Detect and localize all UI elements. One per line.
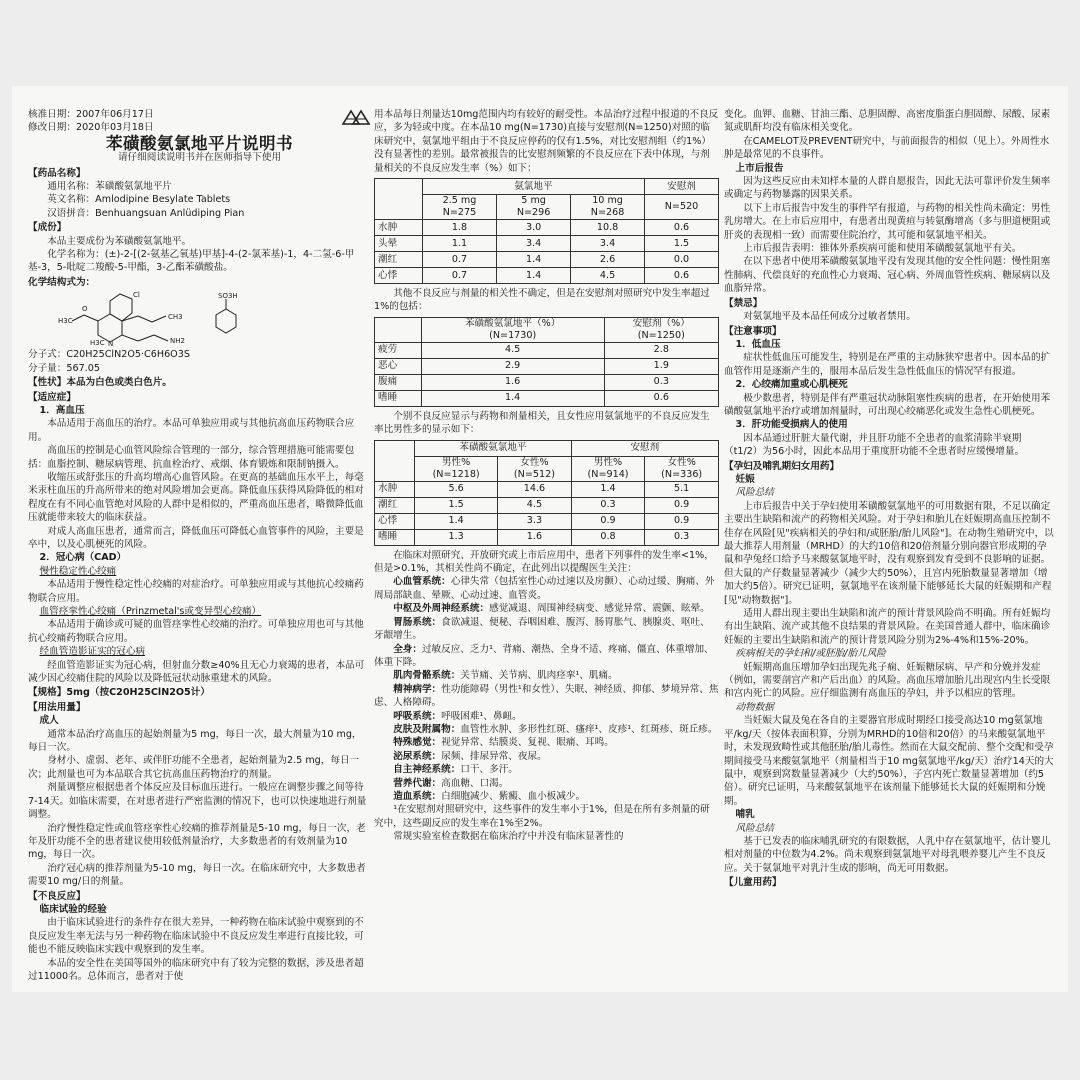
precaution-heading: 3．肝功能受损病人的使用 bbox=[735, 419, 848, 431]
system-name: 胃肠系统： bbox=[393, 616, 442, 628]
approval-date: 核准日期：2007年06月17日 bbox=[28, 109, 154, 120]
molecular-formula: 分子式：C20H25ClN2O5·C6H6O3S bbox=[28, 349, 190, 361]
precaution-para: 症状性低血压可能发生，特别是在严重的主动脉狭窄患者中。因本品的扩血管作用是逐渐产生的，服用本品后发生急性低血压的情况罕有报道。 bbox=[724, 352, 1051, 377]
system-adverse-item bbox=[374, 777, 719, 790]
indication-para: 经血管造影证实为冠心病，但射血分数≥40%且无心力衰竭的患者，本品可减少因心绞痛住院的风险以及降低冠状动脉重建术的风险。 bbox=[28, 659, 365, 685]
company-logo-icon bbox=[341, 108, 371, 126]
dosage-adult: 成人 bbox=[39, 715, 59, 727]
system-events: 呼吸困难¹、鼻衄。 bbox=[441, 710, 522, 722]
table-row: 疲劳 4.5 2.8 bbox=[375, 342, 719, 358]
table-row: 潮红 1.5 4.5 0.3 0.9 bbox=[375, 497, 719, 513]
svg-text:H3C: H3C bbox=[58, 317, 73, 326]
system-adverse-item bbox=[374, 763, 719, 776]
dosage-para: 治疗慢性稳定性或血管痉挛性心绞痛的推荐剂量是5-10 mg，每日一次，老年及肝功能不全的患者建议使用较低剂量治疗，大多数患者的有效剂量为10 mg，每日一次。 bbox=[28, 822, 366, 861]
system-events: 关节痛、关节病、肌肉痉挛¹、肌痛。 bbox=[460, 670, 618, 682]
section-indications: 【适应症】 bbox=[28, 391, 76, 403]
system-events: 感觉减退、周围神经病变、感觉异常、震颤、眩晕。 bbox=[489, 603, 710, 615]
column-1 bbox=[28, 108, 371, 986]
table-header: 女性% (N=336) bbox=[645, 456, 719, 481]
system-name: 全身： bbox=[393, 643, 422, 655]
dosage-para: 身材小、虚弱、老年、或伴肝功能不全患者，起始剂量为2.5 mg，每日一次；此剂量也可为本品联合其它抗高血压药物治疗的剂量。 bbox=[28, 755, 360, 780]
system-events: 口干、多汗。 bbox=[460, 764, 518, 776]
section-composition: 【成份】 bbox=[28, 222, 67, 234]
structure-diagram-icon bbox=[28, 289, 258, 347]
system-name: 呼吸系统： bbox=[393, 710, 442, 722]
system-adverse-item bbox=[374, 750, 719, 763]
indication-para: 本品适用于确诊或可疑的血管痉挛性心绞痛的治疗。可单独应用也可与其他抗心绞痛药物联合应用。 bbox=[28, 619, 364, 644]
disease-risk-heading: 疾病相关的孕妇和/或胚胎/胎儿风险 bbox=[735, 648, 886, 660]
placebo-compare-table bbox=[374, 317, 719, 407]
gender-table bbox=[374, 440, 719, 546]
system-adverse-item bbox=[374, 669, 719, 682]
table-header: 2.5 mg N=275 bbox=[422, 195, 496, 220]
table-row: 嗜睡 1.4 0.6 bbox=[375, 390, 719, 406]
structure-label: 化学结构式为： bbox=[28, 276, 96, 288]
adverse-para: 变化。血钾、血糖、甘油三酯、总胆固醇、高密度脂蛋白胆固醇、尿酸、尿素氮或肌酐均没有临床相关变化。 bbox=[724, 109, 1051, 134]
dosage-para: 剂量调整应根据患者个体反应及目标血压进行。一般应在调整步骤之间等待7-14天。如临床需要，在对患者进行严密监测的情况下，也可以快速地进行剂量调整。 bbox=[28, 782, 367, 821]
system-name: 心血管系统： bbox=[393, 576, 451, 588]
system-name: 精神病学： bbox=[393, 683, 442, 695]
adverse-para: 因为这些反应由未知样本量的人群自愿报告，因此无法可靠评价发生频率或确定与药物暴露的因果关系。 bbox=[724, 176, 1051, 201]
table-header: 氨氯地平 bbox=[422, 179, 644, 195]
system-events: 白细胞减少、紫癜、血小板减少。 bbox=[441, 790, 586, 802]
indication-cad: 2．冠心病（CAD） bbox=[39, 552, 127, 564]
risk-summary-heading: 风险总结 bbox=[735, 487, 774, 499]
system-adverse-item bbox=[374, 643, 719, 670]
svg-text:CH3: CH3 bbox=[168, 313, 183, 322]
table-row: 水肿 5.6 14.6 1.4 5.1 bbox=[375, 481, 719, 497]
adverse-trials: 临床试验的经验 bbox=[39, 903, 107, 915]
system-name: 泌尿系统： bbox=[393, 750, 442, 762]
dosage-para: 治疗冠心病的推荐剂量为5-10 mg，每日一次。在临床研究中，大多数患者需要10 mg/日的剂量。 bbox=[28, 862, 366, 888]
table-header: N=520 bbox=[645, 195, 719, 220]
system-events: 食欲减退、便秘、吞咽困难、腹泻、肠胃胀气、胰腺炎、呕吐、牙龈增生。 bbox=[374, 616, 710, 642]
adverse-para: 个别不良反应显示与药物和剂量相关，且女性应用氨氯地平的不良反应发生率比男性多的显示如下： bbox=[374, 410, 710, 436]
lactation-heading: 哺乳 bbox=[735, 809, 755, 821]
animal-data-heading: 动物数据 bbox=[735, 701, 774, 713]
table-header: 安慰剂 bbox=[571, 440, 718, 456]
composition-text: 本品主要成份为苯磺酸氨氯地平。 bbox=[47, 235, 192, 247]
system-events: 视觉异常、结膜炎、复视、眼痛、耳鸣。 bbox=[441, 737, 614, 749]
system-adverse-item bbox=[374, 723, 719, 736]
system-adverse-item bbox=[374, 683, 719, 710]
name-line-pinyin: 汉语拼音：Benhuangsuan Anlüdiping Pian bbox=[47, 207, 245, 219]
adverse-para: 本品的安全性在美国等国外的临床研究中有了较为完整的数据，涉及患者超过11000名。总体而言，患者对于使 bbox=[28, 957, 364, 982]
indication-para: 对成人高血压患者，通常而言，降低血压可降低心血管事件的风险，主要是卒中，以及心肌梗死的风险。 bbox=[28, 525, 364, 550]
table-header: 苯磺酸氨氯地平（%） (N=1730) bbox=[421, 317, 604, 342]
section-specification: 【规格】5mg（按C20H25ClN2O5计） bbox=[28, 687, 210, 699]
indication-para: 本品适用于高血压的治疗。本品可单独应用或与其他抗高血压药物联合应用。 bbox=[28, 418, 355, 443]
name-line-generic: 通用名称：苯磺酸氨氯地平片 bbox=[47, 181, 172, 193]
adverse-para: 在CAMELOT及PREVENT研究中，与前面报告的相似（见上）。外周性水肿是最常见的不良事件。 bbox=[724, 135, 1050, 161]
lactation-para: 基于已发表的临床哺乳研究的有限数据，人乳中存在氨氯地平，估计婴儿相对剂量的中位数为4.2%。尚未观察到氨氯地平对母乳喂养婴儿产生不良反应。关于氨氯地平对乳汁生成的影响，尚无可用数据。 bbox=[724, 835, 1051, 874]
system-name: 造血系统： bbox=[393, 790, 442, 802]
system-name: 营养代谢： bbox=[393, 777, 442, 789]
table-row: 心悸 1.4 3.3 0.9 0.9 bbox=[375, 513, 719, 529]
table-row: 潮红 0.7 1.4 2.6 0.0 bbox=[375, 252, 719, 268]
chemical-structure bbox=[28, 289, 371, 347]
precaution-para: 因本品通过肝脏大量代谢，并且肝功能不全患者的血浆清除半衰期（t1/2）为56小时，因此本品用于重度肝功能不全患者时应缓慢增量。 bbox=[724, 432, 1025, 458]
adverse-para: 在以下患者中使用苯磺酸氨氯地平没有发现其他的安全性问题：慢性阻塞性肺病、代偿良好的充血性心力衰竭、冠心病、外周血管性疾病、糖尿病以及血脂异常。 bbox=[724, 256, 1051, 295]
system-events: 性功能障碍（男性¹和女性）、失眠、神经质、抑郁、梦境异常、焦虑、人格障碍。 bbox=[374, 683, 719, 709]
indication-para: 收缩压或舒张压的升高均增高心血管风险。在更高的基础血压水平上，每毫米汞柱血压的升高所带来的绝对风险增加会更高。降低血压获得风险降低的相对程度在有不同心血管绝对风险的人群中是相似的，严重高血压患者，略微降低血压就能带来较大的临床获益。 bbox=[28, 471, 364, 524]
table-header: 男性% (N=914) bbox=[571, 456, 645, 481]
system-name: 皮肤及附属物： bbox=[393, 723, 461, 735]
document-title: 苯磺酸氨氯地平片说明书 bbox=[106, 133, 293, 153]
risk-summary-heading: 风险总结 bbox=[735, 822, 774, 834]
table-header: 安慰剂（%） (N=1250) bbox=[604, 317, 718, 342]
pregnancy-para: 适用人群出现主要出生缺陷和流产的预计背景风险尚不明确。所有妊娠均有出生缺陷、流产或其他不良结果的背景风险。在美国普通人群中，临床确诊妊娠的主要出生缺陷和流产的预计背景风险分别为2%-4%和15%-20%。 bbox=[724, 608, 1051, 646]
table-header: 10 mg N=268 bbox=[571, 195, 645, 220]
indication-para: 本品适用于慢性稳定性心绞痛的对症治疗。可单独应用或与其他抗心绞痛药物联合应用。 bbox=[28, 579, 364, 604]
system-adverse-item bbox=[374, 602, 719, 615]
system-adverse-item bbox=[374, 790, 719, 803]
table-row: 头晕 1.1 3.4 3.4 1.5 bbox=[375, 236, 719, 252]
section-character: 【性状】本品为白色或类白色片。 bbox=[28, 377, 172, 389]
section-contraindications: 【禁忌】 bbox=[724, 297, 763, 309]
section-pediatric: 【儿童用药】 bbox=[724, 877, 782, 889]
table-row: 嗜睡 1.3 1.6 0.8 0.3 bbox=[375, 529, 719, 545]
table-row: 恶心 2.9 1.9 bbox=[375, 358, 719, 374]
system-events: 心律失常（包括室性心动过速以及房颤）、心动过缓、胸痛、外周局部缺血、晕厥、心动过速、血管炎。 bbox=[374, 576, 715, 601]
indication-subheading: 慢性稳定性心绞痛 bbox=[39, 565, 117, 577]
svg-text:NH2: NH2 bbox=[170, 337, 185, 346]
document-meta bbox=[28, 108, 371, 135]
svg-text:O: O bbox=[82, 305, 88, 314]
table-header: 苯磺酸氨氯地平 bbox=[415, 440, 572, 456]
section-drug-name: 【药品名称】 bbox=[28, 167, 86, 179]
adverse-para: 用本品每日剂量达10mg范围内均有较好的耐受性。本品治疗过程中报道的不良反应，多为轻或中度。在本品10 mg(N=1730)直接与安慰剂(N=1250)对照的临床研究中，氨氯地平组由于不良反应停药的仅有1.5%，对比安慰剂组（约1%）没有显著性的差别。最常被报告的比安慰剂频繁的不良反应在下表中体现，与剂量相关的不良反应发生率（%）如下： bbox=[374, 109, 719, 174]
adverse-para: 以下上市后报告中发生的事件罕有报道，与药物的相关性尚未确定：男性乳房增大。在上市后应用中，有患者出现黄疸与转氨酶增高（多与胆道梗阻或肝炎的表现相一致）而需要住院治疗，其可能和氨氯地平相关。 bbox=[724, 202, 1051, 241]
system-events: 尿频、排尿异常、夜尿。 bbox=[441, 750, 547, 762]
system-adverse-list bbox=[374, 575, 719, 803]
table-row: 心悸 0.7 1.4 4.5 0.6 bbox=[375, 268, 719, 284]
indication-subheading: 血管痉挛性心绞痛（Prinzmetal's或变异型心绞痛） bbox=[39, 606, 262, 617]
system-adverse-item bbox=[374, 736, 719, 749]
dose-adverse-table bbox=[374, 178, 719, 284]
table-row: 水肿 1.8 3.0 10.8 0.6 bbox=[375, 220, 719, 236]
leaflet-sheet bbox=[12, 86, 1068, 992]
svg-text:H3C: H3C bbox=[90, 339, 105, 348]
footnote: ¹在安慰剂对照研究中，这些事件的发生率小于1%，但是在所有多剂量的研究中，这些副反应的发生率在1%至2%。 bbox=[374, 804, 710, 829]
adverse-para: 由于临床试验进行的条件存在很大差异，一种药物在临床试验中观察到的不良反应发生率无法与另一种药物在临床试验中不良反应发生率进行直接比较，可能也不能反映临床实践中观察到的发生率。 bbox=[28, 917, 364, 956]
pregnancy-para: 当妊娠大鼠及兔在各自的主要器官形成时期经口接受高达10 mg氨氯地平/kg/天（按体表面积算，分别为MRHD的10倍和20倍）的马来酸氨氯地平时，未发现致畸性或其他胚胎/胎儿毒性。然而在大鼠交配前、整个交配和受孕期间接受马来酸氨氯地平（剂量相当于10 mg氨氯地平/kg/天）治疗14天的大鼠中，观察到窝数量显著减少（大约50%），子宫内死亡数量显著增加（约5倍）。研究已证明，马来酸氨氯地平在该剂量下能够延长大鼠的妊娠期和分娩期。 bbox=[724, 715, 1054, 807]
chemical-name: 化学名称为：(±)-2-[(2-氨基乙氧基)甲基]-4-(2-氯苯基)-1，4-二氢-6-甲基-3，5-吡啶二羧酸-5-甲酯，3-乙酯苯磺酸盐。 bbox=[28, 249, 355, 274]
table-corner bbox=[375, 179, 423, 220]
svg-text:SO3H: SO3H bbox=[218, 292, 238, 301]
svg-text:Cl: Cl bbox=[133, 291, 140, 300]
section-precautions: 【注意事项】 bbox=[724, 325, 782, 337]
dosage-para: 通常本品治疗高血压的起始剂量为5 mg，每日一次，最大剂量为10 mg，每日一次。 bbox=[28, 728, 362, 754]
table-header: 5 mg N=296 bbox=[497, 195, 571, 220]
table-header: 安慰剂 bbox=[645, 179, 719, 195]
molecular-weight: 分子量：567.05 bbox=[28, 362, 100, 374]
adverse-para: 在临床对照研究、开放研究或上市后应用中，患者下列事件的发生率<1%，但是>0.1%，其相关性尚不确定，在此列出以提醒医生关注： bbox=[374, 549, 714, 575]
system-name: 自主神经系统： bbox=[393, 764, 461, 776]
column-3 bbox=[724, 108, 1054, 986]
section-adverse: 【不良反应】 bbox=[28, 890, 86, 902]
precaution-heading: 1．低血压 bbox=[735, 338, 781, 350]
adverse-para: 其他不良反应与剂量的相关性不确定，但是在安慰剂对照研究中发生率超过1%的包括： bbox=[374, 288, 710, 313]
system-events: 过敏反应、乏力¹、背痛、潮热、全身不适、疼痛、僵直、体重增加、体重下降。 bbox=[374, 643, 714, 668]
column-2 bbox=[374, 108, 719, 986]
revision-date: 修改日期：2020年03月18日 bbox=[28, 122, 154, 134]
precaution-para: 极少数患者，特别是伴有严重冠状动脉阻塞性疾病的患者，在开始使用苯磺酸氨氯地平治疗或增加剂量时，可出现心绞痛恶化或发生急性心肌梗死。 bbox=[724, 392, 1051, 417]
adverse-para: 常规实验室检查数据在临床治疗中并没有临床显著性的 bbox=[393, 831, 624, 843]
adverse-para: 上市后报告表明：锥体外系疾病可能和使用苯磺酸氨氯地平有关。 bbox=[743, 243, 1022, 255]
system-events: 血管性水肿、多形性红斑、瘙痒¹、皮疹¹、红斑疹、斑丘疹。 bbox=[460, 723, 718, 735]
indication-subheading: 经血管造影证实的冠心病 bbox=[39, 646, 146, 658]
system-name: 肌肉骨骼系统： bbox=[393, 670, 461, 682]
system-name: 特殊感觉： bbox=[393, 737, 442, 749]
system-events: 高血糖、口渴。 bbox=[441, 777, 509, 789]
system-adverse-item bbox=[374, 575, 719, 602]
pregnancy-para: 妊娠期高血压增加孕妇出现先兆子痫、妊娠糖尿病、早产和分娩并发症（例如，需要剖宫产和产后出血）的风险。高血压增加胎儿出现宫内生长受限和宫内死亡的风险。应仔细监测有高血压的孕妇，并予以相应的管理。 bbox=[724, 661, 1051, 700]
system-adverse-item bbox=[374, 710, 719, 723]
table-header: 女性% (N=512) bbox=[498, 456, 572, 481]
indication-hypertension: 1．高血压 bbox=[39, 404, 85, 416]
precaution-heading: 2．心绞痛加重或心肌梗死 bbox=[735, 379, 848, 391]
table-corner bbox=[375, 317, 422, 342]
table-header: 男性% (N=1218) bbox=[415, 456, 498, 481]
postmarketing-heading: 上市后报告 bbox=[735, 162, 784, 174]
name-line-english: 英文名称：Amlodipine Besylate Tablets bbox=[47, 194, 231, 206]
pregnancy-heading: 妊娠 bbox=[735, 473, 755, 485]
pregnancy-para: 上市后报告中关于孕妇使用苯磺酸氨氯地平的可用数据有限，不足以确定主要出生缺陷和流产的药物相关风险。对于孕妇和胎儿在妊娠期高血压控制不佳存在风险[见"疾病相关的孕妇和/或胚胎/胎儿风险"]。在动物生殖研究中，以最大推荐人用剂量（MRHD）的大约10倍和20倍剂量分别向器官形成期的孕鼠和孕兔经口给予马来酸氨氯地平时，没有观察到发育受到不良影响的证据。但大鼠的产仔数量显著减少（减少大约50%），且宫内死胎数量显著增加（增加大约5倍）。研究已证明，氨氯地平在该剂量下能够延长大鼠的妊娠期和产程[见"动物数据"]。 bbox=[724, 500, 1054, 606]
document-subtitle: 请仔细阅读说明书并在医师指导下使用 bbox=[117, 152, 282, 164]
svg-text:N: N bbox=[108, 340, 114, 348]
system-adverse-item bbox=[374, 616, 719, 643]
section-dosage: 【用法用量】 bbox=[28, 701, 86, 713]
system-name: 中枢及外周神经系统： bbox=[393, 603, 490, 615]
contraindication-text: 对氨氯地平及本品任何成分过敏者禁用。 bbox=[743, 311, 916, 323]
section-pregnancy: 【孕妇及哺乳期妇女用药】 bbox=[724, 460, 840, 472]
indication-para: 高血压的控制是心血管风险综合管理的一部分，综合管理措施可能需要包括：血脂控制、糖尿病管理、抗血栓治疗、戒烟、体育锻炼和限制钠摄入。 bbox=[28, 445, 355, 470]
table-corner bbox=[375, 440, 415, 481]
table-row: 腹痛 1.6 0.3 bbox=[375, 374, 719, 390]
